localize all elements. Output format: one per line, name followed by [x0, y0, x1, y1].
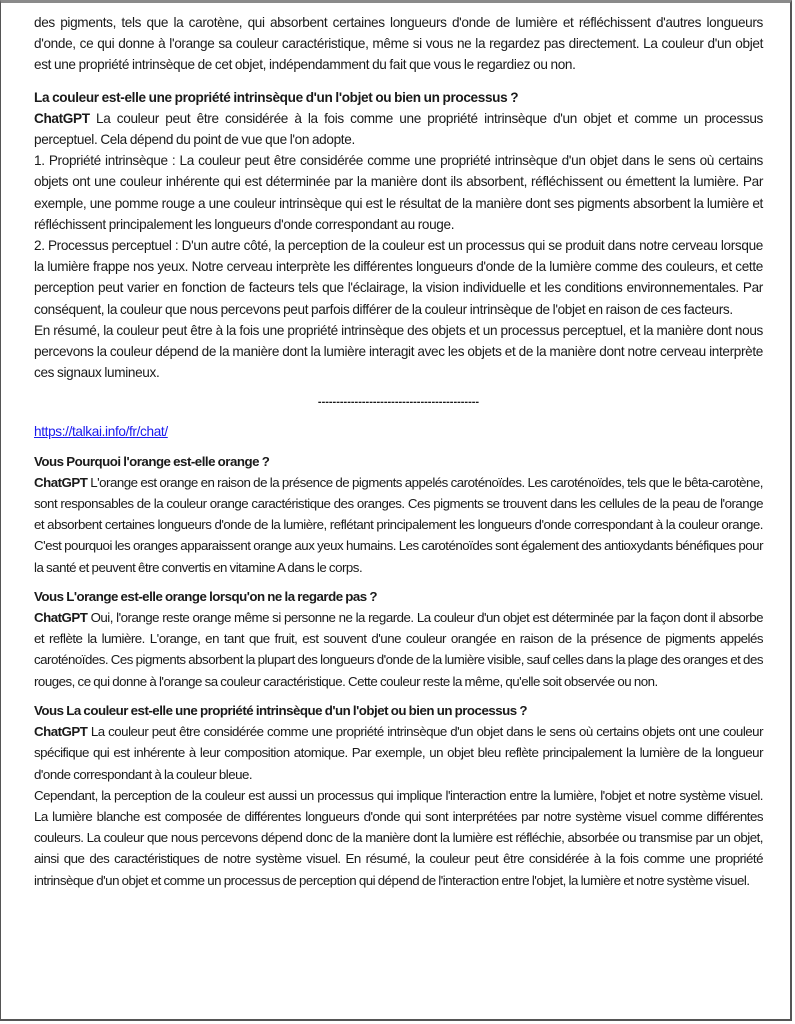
spacer	[34, 383, 763, 391]
conversation-answer-1	[34, 472, 763, 578]
answer-text: La couleur peut être considérée à la fois comme une propriété intrinsèque d'un objet et comme un processus perceptuel. Cela dépend du point de vue que l'on adopte.	[34, 110, 763, 148]
bot-label: ChatGPT	[34, 724, 88, 740]
source-link[interactable]: https://talkai.info/fr/chat/	[34, 424, 168, 440]
user-label: Vous	[34, 453, 64, 469]
answer-text: Oui, l'orange reste orange même si personne ne la regarde. La couleur d'un objet est déterminée par la façon dont il absorbe et reflète la lumière. L'orange, en tant que fruit, est souvent d'une couleur orangée en raison de la présence de pigments appelés caroténoïdes. Ces pigments absorbent la plupart des longueurs d'onde de la lumière visible, sauf celles dans la plage des oranges et des rouges, ce qui donne à l'orange sa couleur caractéristique. Cette couleur reste la même, qu'elle soit observée ou non.	[34, 610, 764, 689]
answer-text: L'orange est orange en raison de la présence de pigments appelés caroténoïdes. Les caroténoïdes, tels que le bêta-carotène, sont responsables de la couleur orange caractéristique des oranges. Ces pigments se trouvent dans les cellules de la peau de l'orange et absorbent certaines longueurs d'onde de la lumière, reflétant principalement les longueurs d'onde correspondant à la couleur orange. C'est pourquoi les oranges apparaissent orange aux yeux humains. Les caroténoïdes sont également des antioxydants bénéfiques pour la santé et peuvent être convertis en vitamine A dans le corps.	[34, 474, 763, 575]
speaker-label-chatgpt: ChatGPT	[34, 110, 90, 126]
spacer	[34, 413, 763, 421]
separator-line: --------------------------------------------	[317, 396, 480, 409]
bot-label: ChatGPT	[34, 474, 88, 490]
conversation-question-3	[34, 700, 763, 721]
section1-point2: 2. Processus perceptuel : D'un autre côté, la perception de la couleur est un processus qui se produit dans notre cerveau lorsque la lumière frappe nos yeux. Notre cerveau interprète les différentes longueurs d'onde de la lumière comme des couleurs, et cette perception peut varier en fonction de facteurs tels que l'éclairage, la vision individuelle et les conditions environnementales. Par conséquent, la couleur que nous percevons peut parfois différer de la couleur intrinsèque de l'objet en raison de ces facteurs.	[34, 238, 763, 317]
question-text: Pourquoi l'orange est-elle orange ?	[63, 453, 270, 469]
section1-point1: 1. Propriété intrinsèque : La couleur peut être considérée comme une propriété intrinsèque d'un objet dans le sens où certains objets ont une couleur inhérente qui est déterminée par la manière dont ils absorbent, réfléchissent ou émettent la lumière. Par exemple, une pomme rouge a une couleur intrinsèque qui est le résultat de la manière dont ses pigments absorbent la lumière et réfléchissent principalement les longueurs d'onde correspondant au rouge.	[34, 153, 763, 232]
section1-summary: En résumé, la couleur peut être à la fois une propriété intrinsèque des objets et un processus perceptuel, et la manière dont nous percevons la couleur dépend de la manière dont la lumière interagit avec les objets et de la manière dont notre cerveau interprète ces signaux lumineux.	[34, 322, 763, 381]
conversation-answer-3	[34, 721, 763, 785]
question-text: La couleur est-elle une propriété intrinsèque d'un l'objet ou bien un processus ?	[63, 702, 527, 718]
conversation-question-1	[34, 451, 763, 472]
conversation	[34, 443, 763, 891]
bot-label: ChatGPT	[34, 610, 88, 626]
conversation-answer-2	[34, 607, 763, 692]
spacer	[34, 692, 763, 700]
section1-question: La couleur est-elle une propriété intrinsèque d'un l'objet ou bien un processus ?	[34, 89, 519, 105]
spacer	[34, 443, 763, 451]
user-label: Vous	[34, 702, 64, 718]
conversation-question-2	[34, 586, 763, 607]
intro-paragraph: des pigments, tels que la carotène, qui absorbent certaines longueurs d'onde de lumière et réfléchissent d'autres longueurs d'onde, ce qui donne à l'orange sa couleur caractéristique, même si vous ne la regardez pas directement. La couleur d'un objet est une propriété intrinsèque de cet objet, indépendamment du fait que vous le regardiez ou non.	[34, 15, 763, 73]
document-content	[34, 12, 763, 891]
conversation-answer-3-continuation: Cependant, la perception de la couleur est aussi un processus qui implique l'interaction entre la lumière, l'objet et notre système visuel. La lumière blanche est composée de différentes longueurs d'onde qui sont interprétées par notre système visuel comme différentes couleurs. La couleur que nous percevons dépend donc de la manière dont la lumière est réfléchie, absorbée ou transmise par un objet, ainsi que des caractéristiques de notre système visuel. En résumé, la couleur peut être considérée à la fois comme une propriété intrinsèque d'un objet et comme un processus de perception qui dépend de l'interaction entre l'objet, la lumière et notre système visuel.	[34, 787, 763, 888]
source-link-row	[34, 421, 763, 442]
spacer	[34, 578, 763, 586]
section1-answer-intro	[34, 108, 763, 150]
user-label: Vous	[34, 588, 64, 604]
spacer	[34, 76, 763, 87]
answer-text: La couleur peut être considérée comme une propriété intrinsèque d'un objet dans le sens où certains objets ont une couleur spécifique qui est inhérente à leur composition atomique. Par exemple, un objet bleu reflète principalement la lumière de la longueur d'onde correspondant à la couleur bleue.	[34, 724, 763, 782]
question-text: L'orange est-elle orange lorsqu'on ne la regarde pas ?	[63, 588, 378, 604]
